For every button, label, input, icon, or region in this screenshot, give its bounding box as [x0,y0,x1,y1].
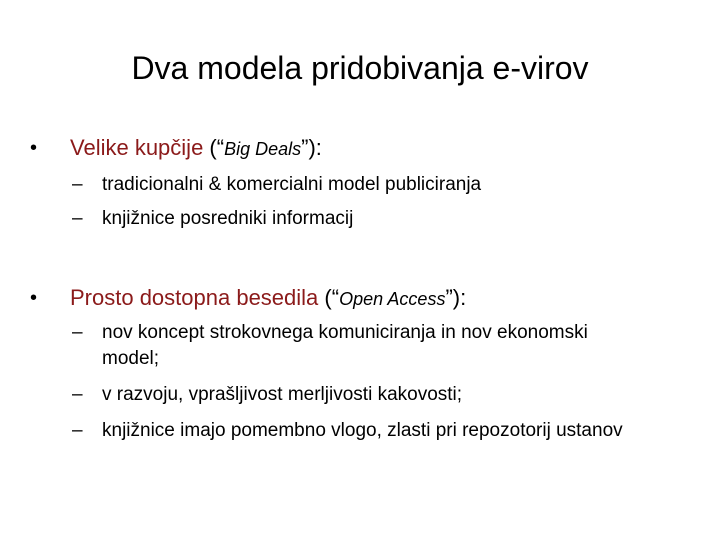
bullet-text [70,134,322,163]
subitem-marker: – [72,174,83,195]
bullet-close-quote: ”): [445,285,467,310]
subitem-text: v razvoju, vprašljivost merljivosti kakovosti; [102,384,463,405]
subitem-marker: – [72,420,83,441]
bullet-term: Open Access [339,289,446,309]
bullet-text [70,284,466,313]
subitem-text: knjižnice imajo pomembno vlogo, zlasti pri repozotorij ustanov [102,420,623,441]
bullet-open-quote: (“ [324,285,340,310]
bullet-open-quote: (“ [209,135,225,160]
bullet-lead: Prosto dostopna besedila [70,285,325,310]
bullet-term: Big Deals [224,139,302,159]
subitem-marker: – [72,322,83,343]
subitem-text: nov koncept strokovnega komuniciranja in nov ekonomski model; [102,322,588,369]
subitem-text: knjižnice posredniki informacij [102,208,354,229]
slide-title: Dva modela pridobivanja e-virov [131,50,589,86]
subitem-text: tradicionalni & komercialni model publiciranja [102,174,482,195]
subitem-marker: – [72,208,83,229]
bullet-lead: Velike kupčije [70,135,210,160]
bullet-marker: • [30,287,38,309]
bullet-close-quote: ”): [301,135,322,160]
bullet-marker: • [30,137,38,159]
subitem-marker: – [72,384,83,405]
